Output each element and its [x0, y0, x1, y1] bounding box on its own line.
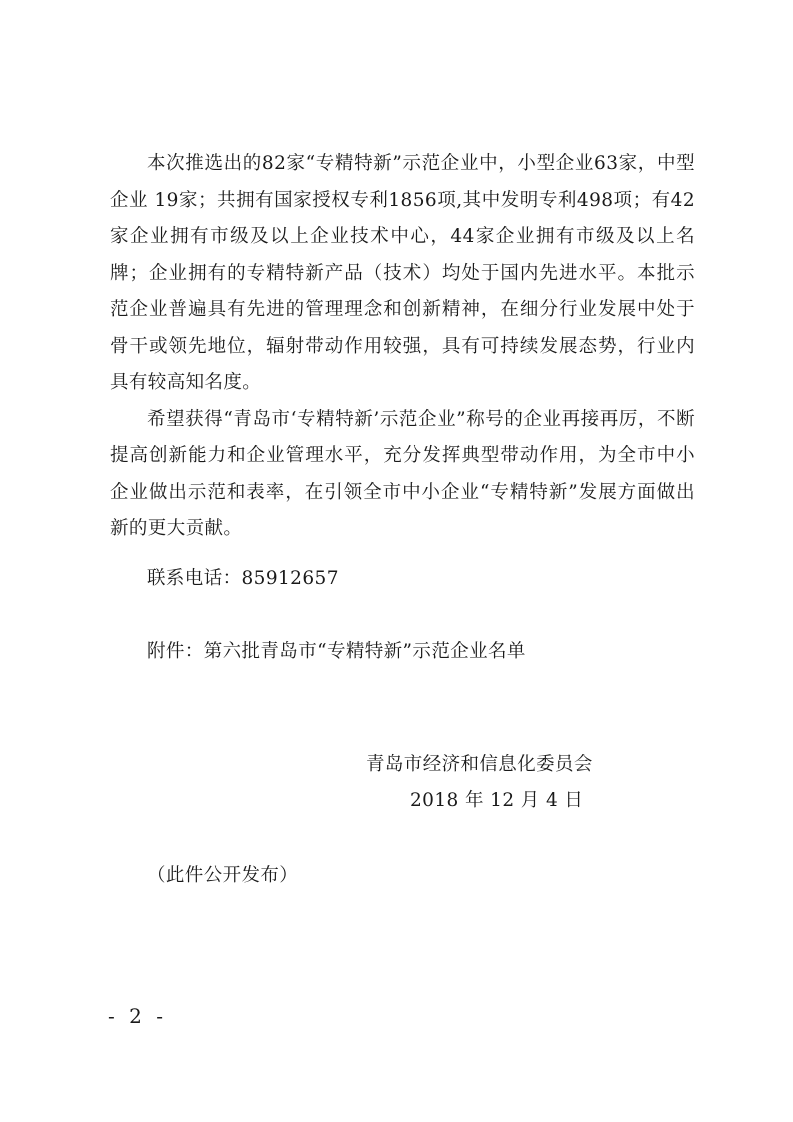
- paragraph-summary: 本次推选出的82家“专精特新”示范企业中，小型企业63家，中型企业 19家；共拥有国家授权专利1856项,其中发明专利498项；有42家企业拥有市级及以上企业技术中心，44家企业拥有市级及以上名牌；企业拥有的专精特新产品（技术）均处于国内先进水平。本批示范企业普遍具有先进的管理理念和创新精神，在细分行业发展中处于骨干或领先地位，辐射带动作用较强，具有可持续发展态势，行业内具有较高知名度。: [110, 153, 695, 393]
- issuer-name: 青岛市经济和信息化委员会: [366, 754, 593, 775]
- document-body: [110, 146, 695, 548]
- issue-date: 2018 年 12 月 4 日: [410, 790, 584, 811]
- publication-note: （此件公开发布）: [147, 865, 299, 886]
- attachment-line: 附件：第六批青岛市“专精特新”示范企业名单: [147, 641, 526, 662]
- page-number: - 2 -: [108, 1004, 167, 1028]
- paragraph-expectation: 希望获得“青岛市‘专精特新’示范企业”称号的企业再接再厉，不断提高创新能力和企业管理水平，充分发挥典型带动作用，为全市中小企业做出示范和表率，在引领全市中小企业“专精特新”发展方面做出新的更大贡献。: [110, 408, 695, 539]
- contact-phone: 联系电话：85912657: [147, 568, 339, 589]
